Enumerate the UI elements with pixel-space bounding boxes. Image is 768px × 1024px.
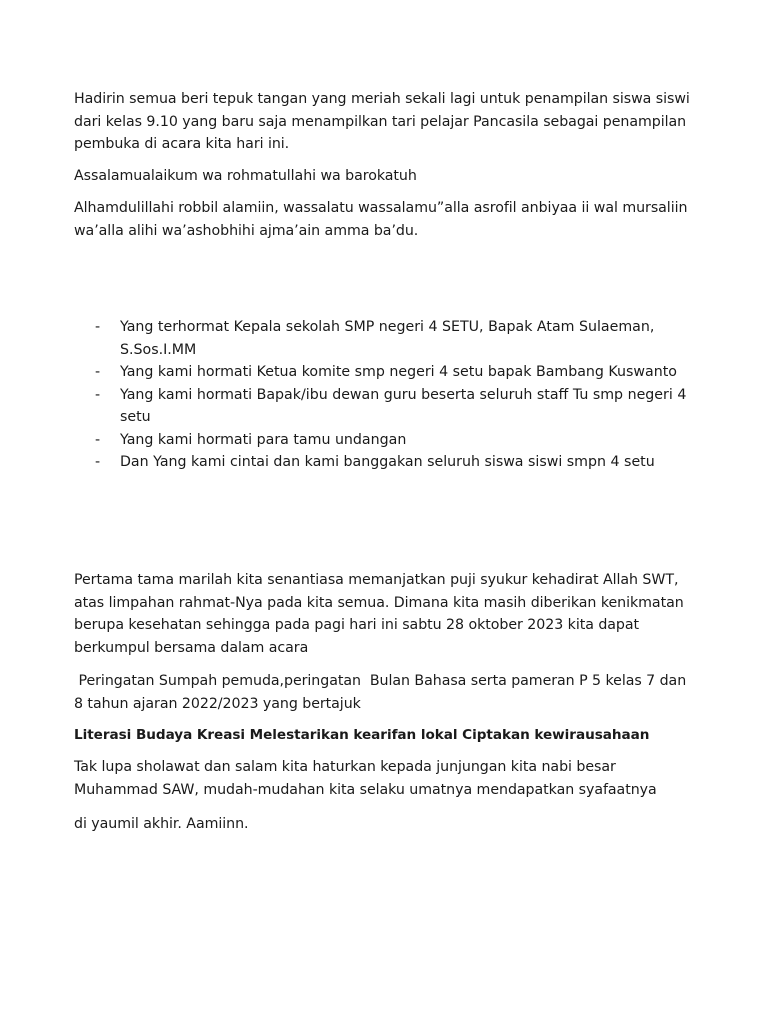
theme-title: Literasi Budaya Kreasi Melestarikan kearifan lokal Ciptakan kewirausahaan bbox=[74, 727, 650, 743]
bullet-dash: - bbox=[95, 364, 101, 380]
list-item-text: Yang terhormat Kepala sekolah SMP negeri 4 SETU, Bapak Atam Sulaeman, S.Sos.I.MM bbox=[120, 319, 655, 358]
sholawat-paragraph: Tak lupa sholawat dan salam kita haturkan kepada junjungan kita nabi besar Muhammad SAW, mudah-mudahan kita selaku umatnya mendapatkan syafaatnya bbox=[74, 759, 657, 798]
honorifics-list bbox=[74, 316, 694, 474]
list-item bbox=[74, 316, 694, 361]
intro-paragraph: Hadirin semua beri tepuk tangan yang meriah sekali lagi untuk penampilan siswa siswi dari kelas 9.10 yang baru saja menampilkan tari pelajar Pancasila sebagai penampilan pembuka di acara kita hari ini. bbox=[74, 91, 690, 152]
list-item-text: Dan Yang kami cintai dan kami banggakan seluruh siswa siswi smpn 4 setu bbox=[120, 454, 655, 470]
bullet-dash: - bbox=[95, 454, 101, 470]
list-item bbox=[74, 429, 694, 452]
greeting-paragraph: Assalamualaikum wa rohmatullahi wa barokatuh bbox=[74, 168, 417, 184]
event-paragraph: Peringatan Sumpah pemuda,peringatan Bulan Bahasa serta pameran P 5 kelas 7 dan 8 tahun ajaran 2022/2023 yang bertajuk bbox=[74, 673, 691, 712]
list-item-text: Yang kami hormati Bapak/ibu dewan guru beserta seluruh staff Tu smp negeri 4 setu bbox=[120, 386, 687, 425]
gratitude-paragraph: Pertama tama marilah kita senantiasa memanjatkan puji syukur kehadirat Allah SWT, atas limpahan rahmat-Nya pada kita semua. Dimana kita masih diberikan kenikmatan berupa kesehatan sehingga pada pagi hari ini sabtu 28 oktober 2023 kita dapat berkumpul bersama dalam acara bbox=[74, 572, 684, 656]
list-item-text: Yang kami hormati para tamu undangan bbox=[120, 431, 407, 448]
closing-paragraph: di yaumil akhir. Aamiinn. bbox=[74, 816, 249, 832]
list-item bbox=[74, 361, 694, 384]
bullet-dash: - bbox=[95, 319, 101, 335]
list-item-text: Yang kami hormati Ketua komite smp negeri 4 setu bapak Bambang Kuswanto bbox=[120, 364, 677, 380]
opening-prayer-paragraph: Alhamdulillahi robbil alamiin, wassalatu wassalamu”alla asrofil anbiyaa ii wal mursaliin wa’alla alihi wa’ashobhihi ajma’ain amma ba’du. bbox=[74, 200, 688, 239]
bullet-dash: - bbox=[95, 431, 101, 448]
list-item bbox=[74, 384, 694, 429]
bullet-dash: - bbox=[95, 386, 101, 403]
list-item bbox=[74, 451, 694, 474]
